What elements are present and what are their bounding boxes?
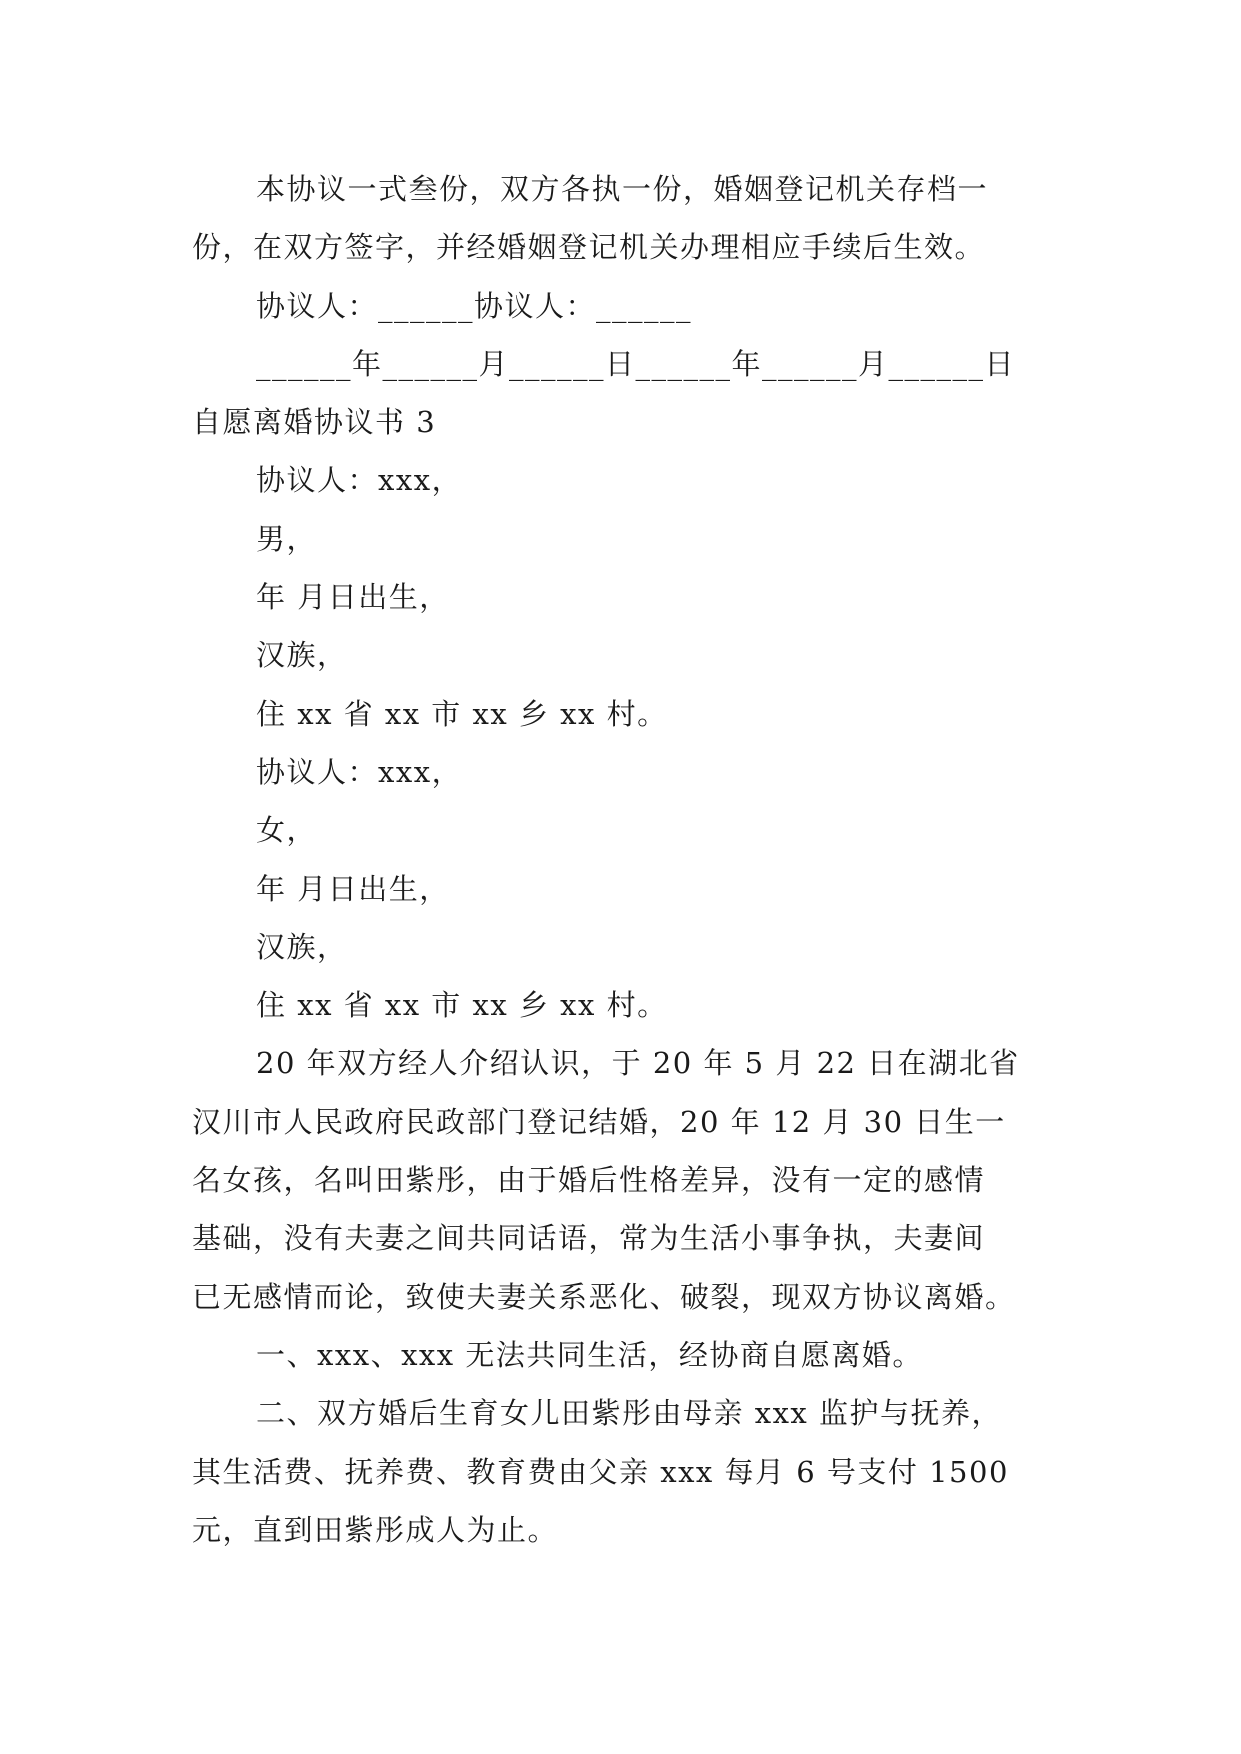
- clause-line: 元，直到田紫彤成人为止。: [192, 1512, 559, 1547]
- section-title: 自愿离婚协议书 3: [192, 405, 437, 440]
- paragraph-line: 本协议一式叁份，双方各执一份，婚姻登记机关存档一: [256, 172, 989, 206]
- paragraph-line: 基础，没有夫妻之间共同话语，常为生活小事争执，夫妻间: [192, 1221, 986, 1256]
- paragraph-line: 汉川市人民政府民政部门登记结婚，20 年 12 月 30 日生一: [192, 1104, 1006, 1139]
- party-line: 协议人：xxx，: [256, 754, 463, 789]
- party-line: 住 xx 省 xx 市 xx 乡 xx 村。: [256, 988, 668, 1023]
- paragraph-line: 20 年双方经人介绍认识，于 20 年 5 月 22 日在湖北省: [256, 1046, 1020, 1081]
- party-line: 年 月日出生，: [256, 871, 450, 906]
- signature-line: 协议人：______协议人：______: [256, 288, 693, 323]
- paragraph-line: 名女孩，名叫田紫彤，由于婚后性格差异，没有一定的感情: [192, 1163, 986, 1198]
- party-line: 住 xx 省 xx 市 xx 乡 xx 村。: [256, 696, 668, 731]
- clause-line: 其生活费、抚养费、教育费由父亲 xxx 每月 6 号支付 1500: [192, 1454, 1009, 1489]
- document-body: [192, 160, 1072, 1559]
- party-line: 女，: [256, 813, 318, 848]
- date-line: ______年______月______日______年______月______日: [256, 346, 1016, 381]
- party-line: 协议人：xxx，: [256, 463, 463, 498]
- party-line: 汉族，: [256, 929, 348, 964]
- party-line: 汉族，: [256, 638, 348, 673]
- clause-line: 二、双方婚后生育女儿田紫彤由母亲 xxx 监护与抚养，: [256, 1396, 1003, 1431]
- party-line: 年 月日出生，: [256, 580, 450, 615]
- paragraph-line: 已无感情而论，致使夫妻关系恶化、破裂，现双方协议离婚。: [192, 1279, 1016, 1314]
- clause-line: 一、xxx、xxx 无法共同生活，经协商自愿离婚。: [256, 1337, 923, 1372]
- paragraph-line: 份，在双方签字，并经婚姻登记机关办理相应手续后生效。: [192, 230, 986, 265]
- party-line: 男，: [256, 521, 318, 556]
